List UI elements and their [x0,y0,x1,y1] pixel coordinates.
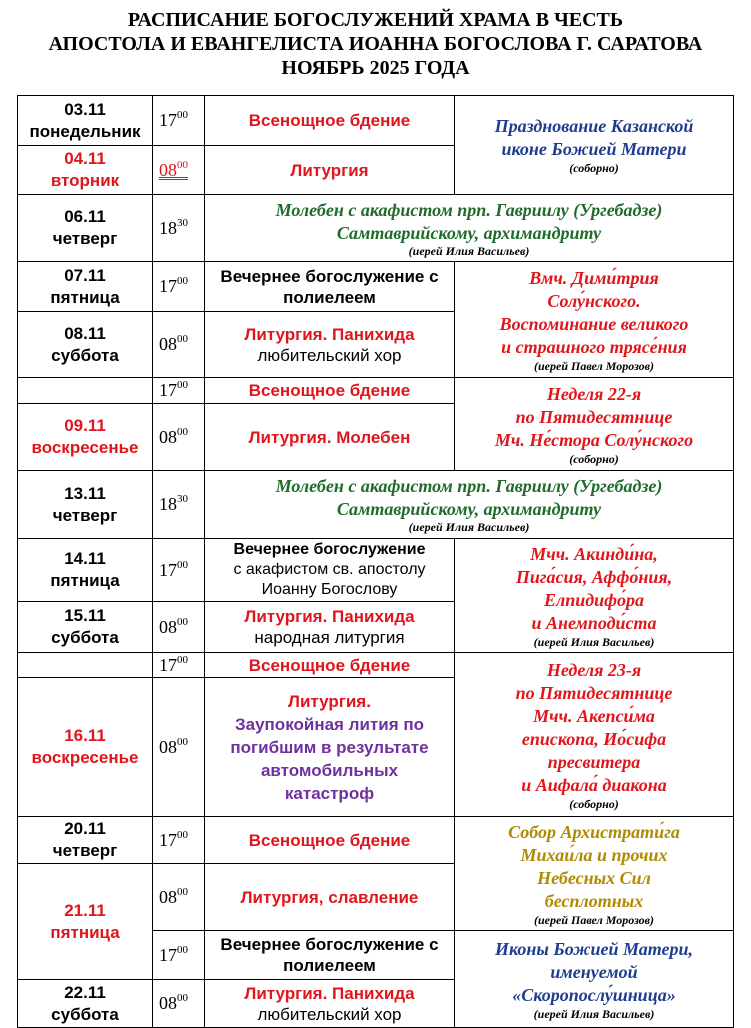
service-cell [205,653,455,678]
service-line: Заупокойная лития по [234,714,425,734]
weekday: суббота [51,628,119,647]
time-minute: 00 [177,425,188,438]
time-hour: 17 [159,944,177,965]
time-cell [153,980,205,1028]
service-cell [205,404,455,471]
table-row [18,378,734,404]
feast-note: (иерей Илия Васильев) [533,634,655,649]
time-minute: 00 [177,828,188,841]
feast-line: «Скоропослу́шница» [512,984,676,1005]
feast-line: Мчч. Акепси́ма [533,705,655,726]
time-hour: 17 [159,380,177,400]
service-cell [205,378,455,404]
service-cell [205,262,455,312]
time-hour: 08 [159,334,177,354]
service-line: Литургия. [288,691,371,711]
feast-line: Собор Архистрати́га [508,821,680,842]
feast-note: (соборно) [569,796,619,811]
date: 04.11 [64,149,106,168]
feast-line: Солу́нского. [547,290,641,311]
date-cell [18,471,153,539]
time-minute: 00 [177,275,188,287]
time-minute: 00 [177,615,188,628]
time-hour: 18 [159,494,177,514]
date: 09.11 [64,416,106,435]
feast-note: (иерей Илия Васильев) [533,1006,655,1021]
service-cell [205,602,455,653]
weekday: понедельник [29,121,141,141]
service: Всенощное бдение [248,830,411,850]
time-hour: 08 [159,159,177,180]
table-row [18,96,734,146]
table-row [18,262,734,312]
weekday: суббота [51,345,119,365]
time-cell [153,195,205,262]
date-cell [18,539,153,602]
date: 20.11 [64,819,106,838]
feast-cell [455,653,734,817]
time-minute: 00 [177,992,188,1004]
date: 13.11 [64,483,106,503]
feast-line: и Анемподи́ста [531,612,657,633]
service-cell-wide [205,195,734,262]
feast-line: Празднование Казанской [494,116,694,136]
service-line: Литургия. Панихида [244,324,415,344]
date: 22.11 [64,982,106,1002]
time-cell [153,678,205,817]
service-note: (иерей Илия Васильев) [408,243,530,258]
date-cell [18,817,153,864]
service-cell [205,864,455,931]
date-cell [18,980,153,1028]
service-line: Вечернее богослужение с [220,266,439,286]
service: Литургия, славление [240,887,419,907]
date-cell [18,864,153,980]
date: 07.11 [64,265,106,285]
date: 03.11 [64,99,106,119]
time-cell [153,539,205,602]
service-note: (иерей Илия Васильев) [408,520,530,534]
feast-line: по Пятидесятнице [515,682,673,703]
time-hour: 08 [159,616,177,637]
feast-note: (иерей Павел Морозов) [534,358,654,373]
time-hour: 08 [159,736,177,757]
service-cell [205,312,455,378]
header-line-1: РАСПИСАНИЕ БОГОСЛУЖЕНИЙ ХРАМА В ЧЕСТЬ [127,9,624,31]
service-line: Молебен с акафистом прп. Гавриилу (Ургебадзе) [275,476,663,496]
time-minute: 30 [177,493,188,505]
service: Всенощное бдение [248,111,411,130]
time-minute: 00 [177,379,188,391]
service-cell [205,980,455,1028]
feast-line: Мч. Не́стора Солу́нского [494,429,694,450]
feast-line: и Аифала́ диакона [521,774,667,795]
time-cell [153,378,205,404]
service-line: Самтаврийскому, архимандриту [336,499,602,519]
table-row [18,817,734,864]
service-line: катастроф [284,783,375,803]
service: Всенощное бдение [248,655,411,675]
weekday: пятница [50,287,120,307]
choir-note: народная литургия [254,628,405,647]
service-cell [205,678,455,817]
choir-note: любительский хор [257,345,402,365]
table-row [18,471,734,539]
weekday: воскресенье [31,438,139,457]
page-header [0,8,751,80]
time-minute: 00 [177,333,188,345]
feast-line: и страшного трясе́ния [501,336,687,357]
service-line: Молебен с акафистом прп. Гавриилу (Ургебадзе) [275,199,663,220]
date-cell [18,195,153,262]
choir-note: любительский хор [257,1004,402,1024]
time-cell [153,817,205,864]
weekday: вторник [50,171,120,190]
table-row [18,653,734,678]
time-minute: 00 [177,885,188,898]
service-line: полиелеем [283,956,376,975]
time-minute: 00 [177,109,188,121]
date: 21.11 [64,900,106,920]
time-hour: 08 [159,426,177,447]
feast-line: Елпидифо́ра [543,589,645,610]
weekday: пятница [50,922,120,942]
time-hour: 18 [159,217,177,238]
date-cell-empty [18,653,153,678]
weekday: четверг [52,841,118,860]
time-hour: 17 [159,559,177,580]
weekday: суббота [51,1004,119,1024]
weekday: воскресенье [31,748,139,767]
service-cell [205,96,455,146]
date-cell [18,146,153,195]
date-cell [18,678,153,817]
time-hour: 08 [159,886,177,907]
feast-line: Иконы Божией Матери, [494,938,694,959]
time-hour: 17 [159,110,177,130]
header-line-2: АПОСТОЛА И ЕВАНГЕЛИСТА ИОАННА БОГОСЛОВА Г. САРАТОВА [48,33,703,55]
feast-line: Мчч. Акинди́на, [530,543,658,564]
time-cell [153,653,205,678]
service-cell [205,817,455,864]
feast-line: епископа, Ио́сифа [521,728,667,749]
table-row [18,539,734,602]
time-minute: 30 [177,216,188,229]
service-line: с акафистом св. апостолу [233,561,426,578]
schedule-table [17,95,734,1028]
service-line: автомобильных [260,760,399,780]
service-cell [205,539,455,602]
service: Литургия [290,160,369,180]
time-hour: 08 [159,993,177,1013]
time-cell [153,602,205,653]
feast-line: Вмч. Дими́трия [529,267,659,288]
service-line: Литургия. Панихида [244,607,415,626]
feast-note: (соборно) [569,451,619,466]
time-minute: 00 [177,735,188,748]
date-cell [18,96,153,146]
feast-cell [455,931,734,1028]
time-hour: 17 [159,276,177,296]
time-cell [153,471,205,539]
date-cell [18,404,153,471]
time-minute: 00 [177,558,188,571]
service-line: Иоанну Богослову [261,581,398,598]
date: 08.11 [64,323,106,343]
feast-line: пресвитера [547,751,641,772]
time-cell [153,864,205,931]
weekday: пятница [50,571,120,590]
time-cell [153,96,205,146]
date-cell [18,312,153,378]
feast-line: Небесных Сил [537,867,651,888]
weekday: четверг [52,229,118,248]
service-line: полиелеем [283,287,376,307]
feast-line: бесплотных [544,890,644,911]
feast-line: иконе Божией Матери [501,139,687,159]
feast-cell [455,817,734,931]
time-cell [153,312,205,378]
service-cell [205,146,455,195]
time-hour: 17 [159,829,177,850]
service-line: Самтаврийскому, архимандриту [336,222,602,243]
date: 16.11 [64,726,106,745]
service: Литургия. Молебен [248,427,411,447]
feast-note: (иерей Павел Морозов) [534,912,654,927]
feast-line: по Пятидесятнице [515,406,673,427]
service-line: Литургия. Панихида [244,983,415,1003]
feast-line: Неделя 22-я [546,383,642,404]
service-cell [205,931,455,980]
header-line-3: НОЯБРЬ 2025 ГОДА [281,57,470,79]
feast-cell [455,378,734,471]
time-cell [153,931,205,980]
time-minute: 00 [177,653,188,666]
service-cell-wide [205,471,734,539]
feast-line: Воспоминание великого [499,313,689,334]
feast-cell [455,262,734,378]
feast-line: именуемой [550,961,638,982]
feast-line: Неделя 23-я [546,659,642,680]
service-line: Вечернее богослужение с [220,935,439,954]
table-row [18,195,734,262]
time-minute: 00 [177,158,188,171]
service: Всенощное бдение [248,381,411,400]
service-line: Вечернее богослужение [233,541,426,558]
date-cell [18,602,153,653]
time-cell [153,404,205,471]
date-cell [18,262,153,312]
date-cell-empty [18,378,153,404]
feast-cell [455,539,734,653]
feast-cell [455,96,734,195]
date: 06.11 [64,207,106,226]
feast-line: Пига́сия, Аффо́ния, [515,566,673,587]
time-minute: 00 [177,943,188,956]
service-line: погибшим в результате [230,737,429,757]
weekday: четверг [52,505,118,525]
date: 15.11 [64,606,106,625]
date: 14.11 [64,549,106,568]
feast-note: (соборно) [569,161,619,175]
time-hour: 17 [159,654,177,675]
time-cell [153,262,205,312]
feast-line: Михаи́ла и прочих [520,844,668,865]
time-cell [153,146,205,195]
